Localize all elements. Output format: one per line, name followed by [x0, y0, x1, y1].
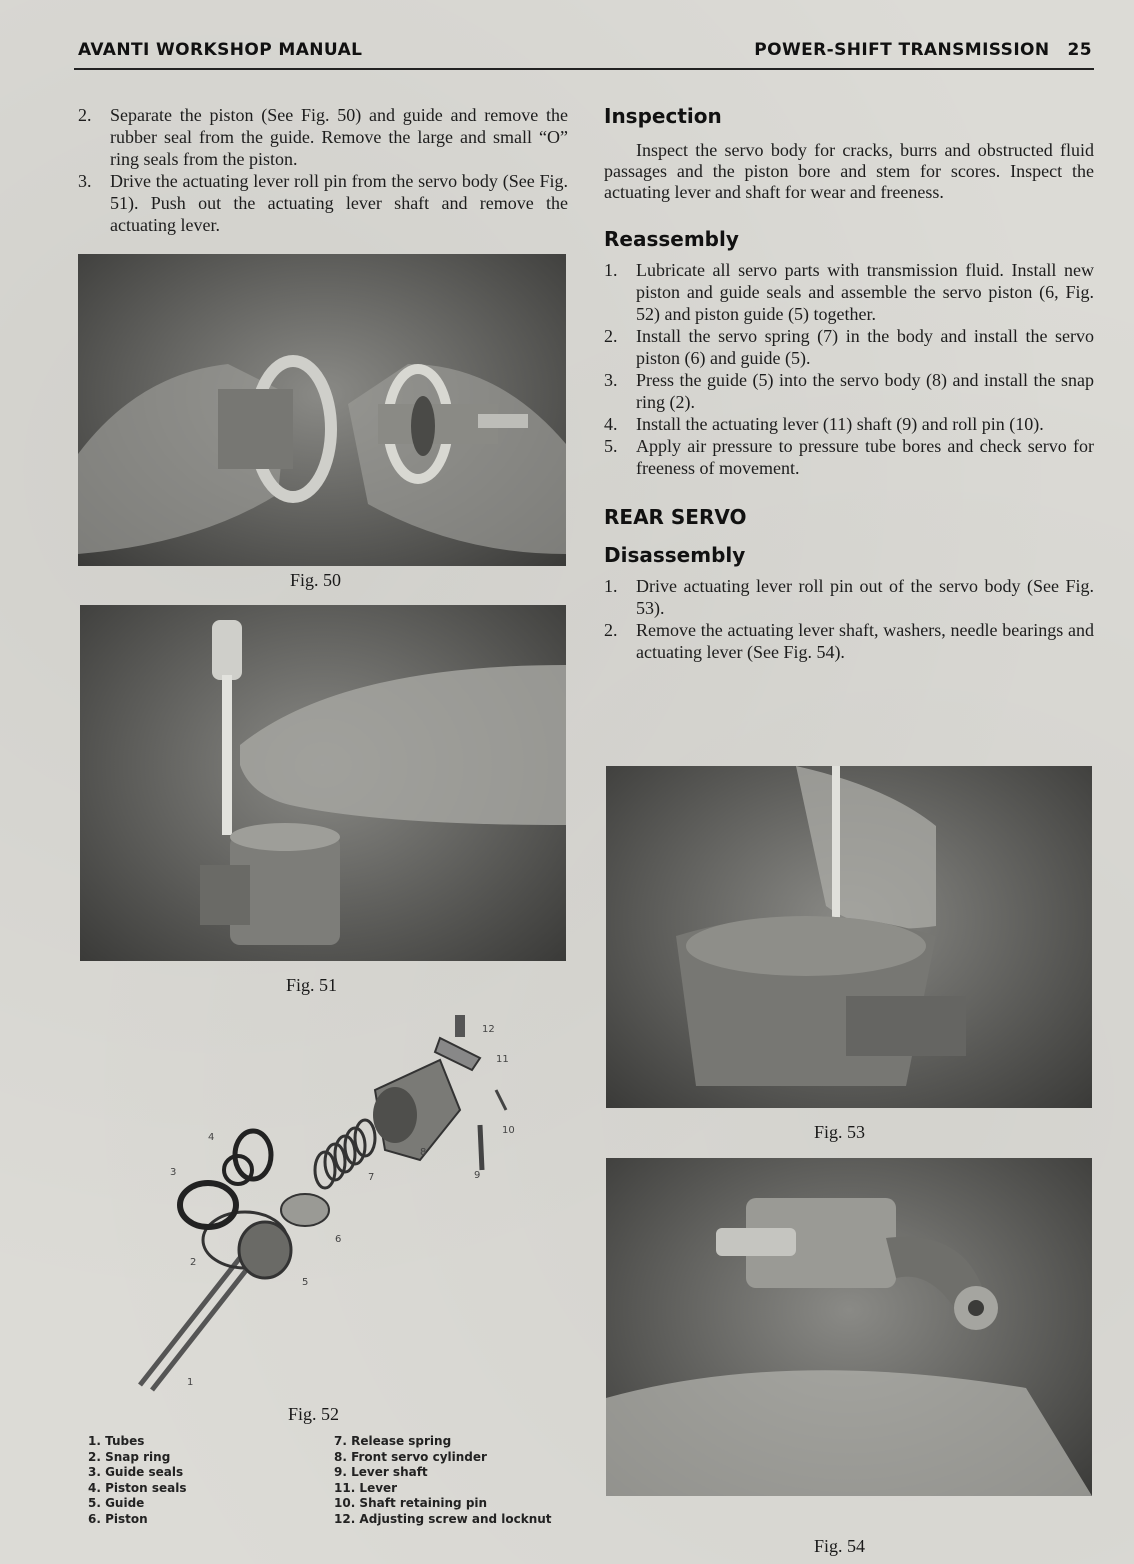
step-number: 3. — [604, 370, 618, 390]
step-number: 3. — [78, 171, 92, 191]
retaining-pin-part — [496, 1090, 506, 1110]
guide-part — [239, 1222, 291, 1278]
fig-53-photo — [606, 766, 1092, 1108]
callout-number: 11 — [496, 1054, 509, 1065]
right-column-text — [604, 104, 1094, 663]
step-number: 5. — [604, 436, 618, 456]
legend-item: 2. Snap ring — [88, 1449, 171, 1464]
callout-number: 1 — [187, 1377, 194, 1388]
step-item — [604, 575, 1094, 619]
legend-item: 5. Guide — [88, 1496, 145, 1510]
step-number: 2. — [604, 326, 618, 346]
adjusting-screw-part — [455, 1015, 465, 1037]
legend-item: 9. Lever shaft — [334, 1465, 428, 1479]
piston-part — [281, 1194, 329, 1226]
step-item — [604, 325, 1094, 369]
step-number: 4. — [604, 414, 618, 434]
step-item — [604, 435, 1094, 479]
step-text: Lubricate all servo parts with transmission fluid. Install new piston and guide seals and assemble the servo piston (6, Fig. 52) and piston guide (5) together. — [636, 260, 1094, 324]
fig-52-legend-left — [88, 1434, 186, 1527]
step-item — [604, 259, 1094, 325]
step-text: Install the actuating lever (11) shaft (9) and roll pin (10). — [636, 414, 1044, 434]
front-servo-exploded-diagram — [120, 1000, 540, 1400]
step-number: 2. — [604, 620, 618, 640]
fig-52-exploded-view — [120, 1000, 540, 1400]
callout-number: 2 — [190, 1257, 197, 1268]
step-text: Apply air pressure to pressure tube bores and check servo for freeness of movement. — [636, 436, 1094, 478]
step-number: 1. — [604, 576, 618, 596]
roll-pin-removal-illustration — [80, 605, 566, 961]
step-item — [604, 413, 1094, 435]
header-rule — [74, 68, 1094, 70]
inspection-heading: Inspection — [604, 104, 722, 128]
callout-number: 4 — [208, 1132, 215, 1143]
inspection-paragraph: Inspect the servo body for cracks, burrs and obstructed fluid passages and the piston bore and stem for scores. Inspect the actuating lever and shaft for wear and freeness. — [604, 140, 1094, 202]
callout-number: 5 — [302, 1277, 309, 1288]
fig-51-photo — [80, 605, 566, 961]
step-item — [78, 170, 568, 236]
section-title — [754, 40, 1092, 60]
callout-number: 10 — [502, 1125, 515, 1136]
callout-number: 6 — [335, 1234, 342, 1245]
fig-54-photo — [606, 1158, 1092, 1496]
fig-50-photo — [78, 254, 566, 566]
section-title-text: POWER-SHIFT TRANSMISSION — [754, 40, 1050, 60]
step-text: Install the servo spring (7) in the body and install the servo piston (6) and guide (5). — [636, 326, 1094, 368]
step-text: Remove the actuating lever shaft, washers, needle bearings and actuating lever (See Fig. 54). — [636, 620, 1094, 662]
release-spring-part — [315, 1120, 375, 1188]
reassembly-steps — [604, 259, 1094, 479]
step-text: Drive the actuating lever roll pin from the servo body (See Fig. 51). Push out the actuating lever shaft and remove the actuating lever. — [110, 171, 568, 235]
legend-item: 12. Adjusting screw and locknut — [334, 1511, 552, 1526]
step-item — [604, 369, 1094, 413]
fig-54-caption: Fig. 54 — [814, 1536, 866, 1556]
fig-52-caption: Fig. 52 — [288, 1404, 340, 1424]
left-column-text — [78, 104, 568, 236]
step-text: Drive actuating lever roll pin out of the servo body (See Fig. 53). — [636, 576, 1094, 618]
lever-shaft-part — [480, 1125, 482, 1170]
lever-shaft-removal-illustration — [606, 1158, 1092, 1496]
callout-number: 3 — [170, 1167, 177, 1178]
guide-seal-part — [180, 1183, 236, 1227]
fig-50-caption: Fig. 50 — [290, 570, 342, 590]
rear-servo-disassembly-steps — [604, 575, 1094, 663]
legend-item: 4. Piston seals — [88, 1480, 187, 1495]
legend-item: 7. Release spring — [334, 1434, 452, 1448]
legend-item: 3. Guide seals — [88, 1465, 184, 1479]
fig-51-caption: Fig. 51 — [286, 975, 338, 995]
legend-item: 6. Piston — [88, 1511, 148, 1526]
manual-title: AVANTI WORKSHOP MANUAL — [78, 40, 363, 60]
rear-servo-heading: REAR SERVO — [604, 505, 747, 529]
rear-disassembly-heading: Disassembly — [604, 543, 746, 567]
step-text: Separate the piston (See Fig. 50) and guide and remove the rubber seal from the guide. Remove the large and small “O” ring seals from the piston. — [110, 105, 568, 169]
legend-item: 8. Front servo cylinder — [334, 1449, 487, 1464]
rear-servo-pin-removal-illustration — [606, 766, 1092, 1108]
reassembly-heading: Reassembly — [604, 227, 739, 251]
step-number: 1. — [604, 260, 618, 280]
front-servo-disassembly-steps — [78, 104, 568, 236]
fig-53-caption: Fig. 53 — [814, 1122, 866, 1142]
legend-item: 10. Shaft retaining pin — [334, 1496, 488, 1510]
step-number: 2. — [78, 105, 92, 125]
step-text: Press the guide (5) into the servo body (8) and install the snap ring (2). — [636, 370, 1094, 412]
tube-part — [152, 1250, 262, 1390]
servo-piston-guide-illustration — [78, 254, 566, 566]
callout-number: 9 — [474, 1170, 481, 1181]
callout-number: 7 — [368, 1172, 375, 1183]
fig-52-legend-right — [334, 1434, 552, 1527]
page-number: 25 — [1067, 40, 1092, 60]
servo-cylinder-bore — [373, 1087, 417, 1143]
legend-item: 11. Lever — [334, 1480, 398, 1495]
legend-item: 1. Tubes — [88, 1434, 145, 1448]
callout-number: 8 — [420, 1147, 427, 1158]
callout-number: 12 — [482, 1024, 495, 1035]
step-item — [78, 104, 568, 170]
step-item — [604, 619, 1094, 663]
